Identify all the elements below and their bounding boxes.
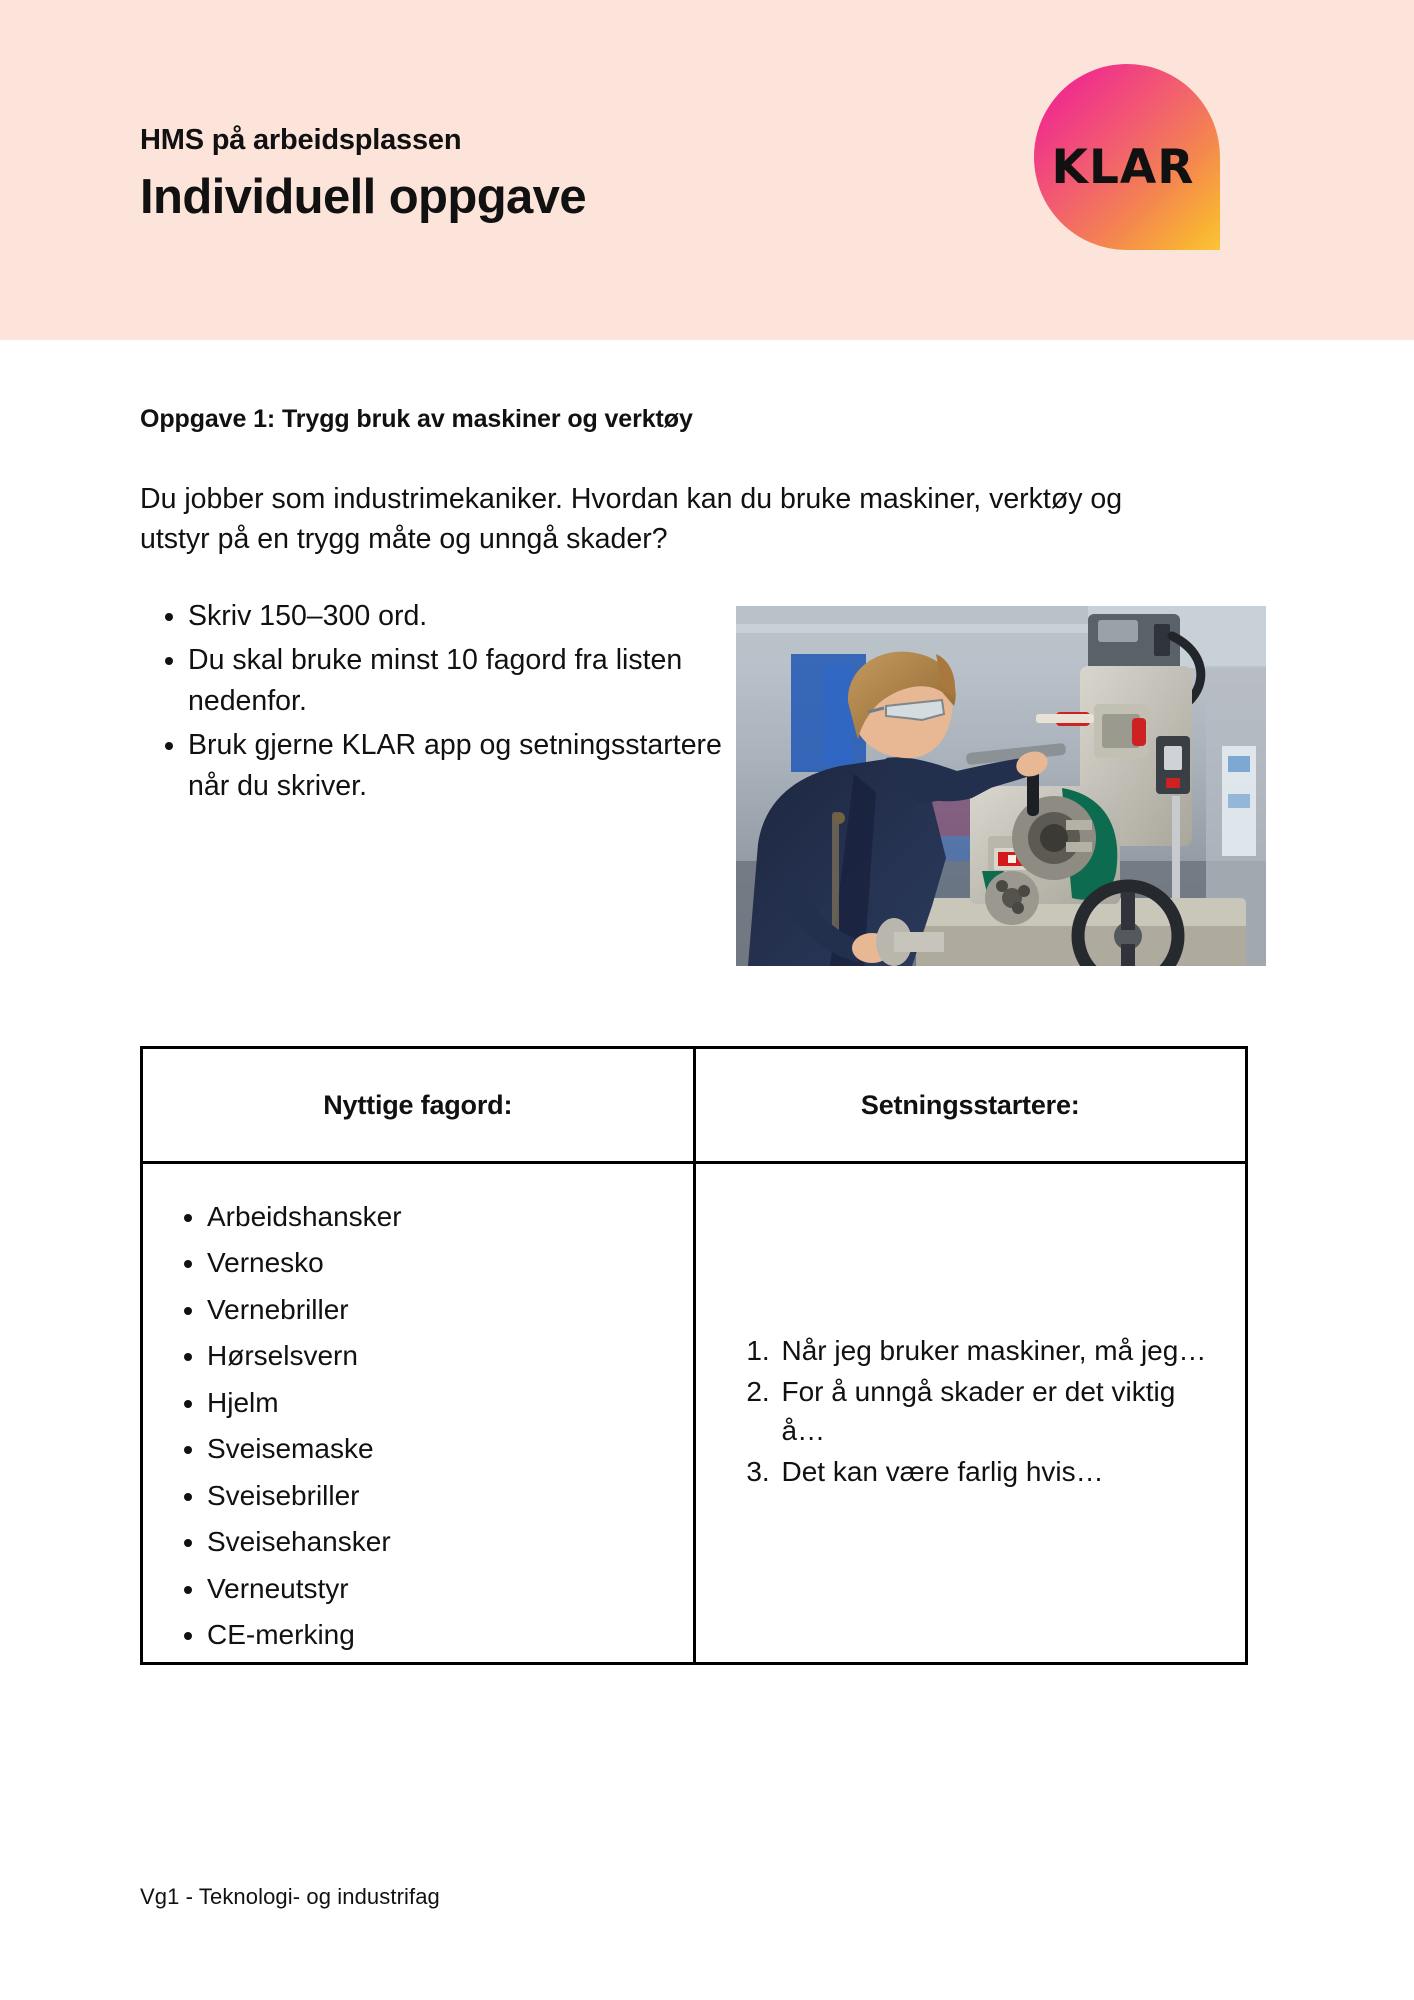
header-eyebrow: HMS på arbeidsplassen	[140, 124, 462, 156]
column-header-fagord: Nyttige fagord:	[142, 1048, 695, 1163]
list-item: • Hjelm	[207, 1380, 693, 1426]
column-header-setningsstartere: Setningsstartere:	[694, 1048, 1247, 1163]
page-title: Individuell oppgave	[140, 169, 586, 224]
list-item: • Verneutstyr	[207, 1566, 693, 1612]
requirements-list	[140, 596, 748, 806]
list-item: • Du skal bruke minst 10 fagord fra listen nedenfor.	[188, 640, 748, 721]
list-item: 1. Når jeg bruker maskiner, må jeg…	[778, 1332, 1218, 1370]
list-item: • Skriv 150–300 ord.	[188, 596, 748, 636]
list-item: • CE-merking	[207, 1612, 693, 1658]
setningsstartere-list	[696, 1332, 1246, 1490]
klar-logo	[1034, 64, 1220, 250]
table-header-row	[142, 1048, 1247, 1163]
main-content	[140, 405, 1280, 956]
klar-logo-wordmark: KLAR	[1051, 139, 1195, 195]
list-item: • Vernebriller	[207, 1287, 693, 1333]
list-item: • Vernesko	[207, 1240, 693, 1286]
fagord-cell	[142, 1163, 695, 1664]
workshop-photo	[736, 606, 1266, 966]
task-intro-paragraph: Du jobber som industrimekaniker. Hvordan kan du bruke maskiner, verktøy og utstyr på en trygg måte og unngå skader?	[140, 483, 1123, 556]
list-item: 2. For å unngå skader er det viktig å…	[778, 1373, 1218, 1449]
list-item: • Bruk gjerne KLAR app og setningsstartere når du skriver.	[188, 725, 748, 806]
list-item: 3. Det kan være farlig hvis…	[778, 1453, 1218, 1491]
task-heading: Oppgave 1: Trygg bruk av maskiner og verktøy	[140, 405, 693, 433]
fagord-list	[143, 1194, 693, 1659]
list-item: • Sveisemaske	[207, 1426, 693, 1472]
list-item: • Sveisebriller	[207, 1473, 693, 1519]
setningsstartere-cell	[694, 1163, 1247, 1664]
header-text-group	[140, 125, 586, 225]
requirements-and-photo-row	[140, 596, 1280, 956]
header-band	[0, 0, 1414, 340]
list-item: • Hørselsvern	[207, 1333, 693, 1379]
workshop-photo-illustration	[736, 606, 1266, 966]
list-item: • Arbeidshansker	[207, 1194, 693, 1240]
footer-text: Vg1 - Teknologi- og industrifag	[140, 1884, 440, 1909]
fagord-setningsstartere-table	[140, 1046, 1248, 1665]
table-row	[142, 1163, 1247, 1664]
list-item: • Sveisehansker	[207, 1519, 693, 1565]
